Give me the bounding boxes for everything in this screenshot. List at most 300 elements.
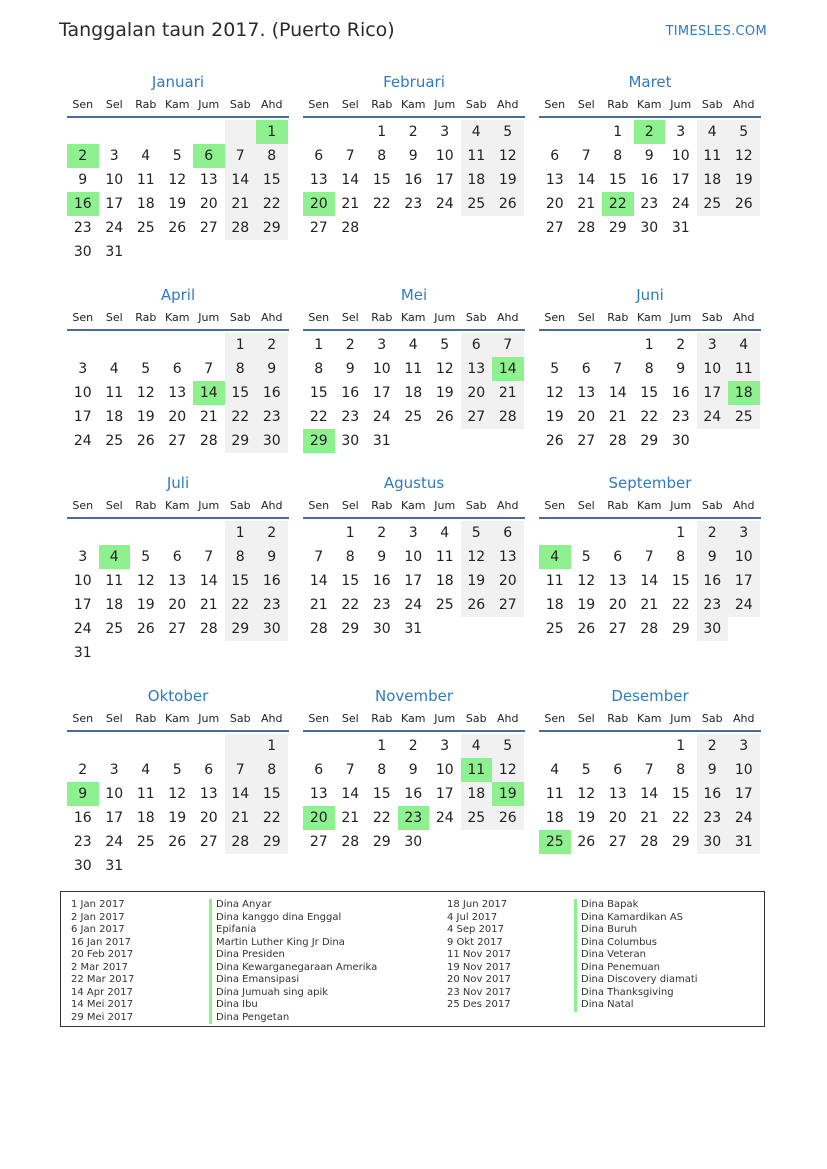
weekday-label: Jum — [670, 98, 692, 111]
day-cell: 7 — [644, 762, 654, 778]
day-cell: 20 — [199, 196, 218, 212]
weekday-label: Ahd — [733, 499, 755, 512]
weekday-label: Sen — [308, 712, 330, 725]
day-cell-holiday: 4 — [99, 545, 131, 569]
day-cell: 12 — [492, 144, 524, 168]
day-cell: 10 — [435, 148, 454, 164]
day-cell: 10 — [728, 758, 760, 782]
day-cell: 18 — [545, 597, 564, 613]
day-empty — [602, 521, 634, 545]
day-cell: 17 — [73, 409, 92, 425]
day-cell: 25 — [105, 621, 124, 637]
day-cell: 21 — [309, 597, 328, 613]
day-empty — [492, 429, 524, 453]
day-cell-holiday: 22 — [602, 192, 634, 216]
weekday-header — [67, 307, 289, 331]
month-desember — [539, 684, 761, 854]
day-cell: 22 — [309, 409, 328, 425]
week-row — [303, 216, 525, 240]
day-cell: 15 — [671, 786, 690, 802]
day-cell: 25 — [435, 597, 454, 613]
holiday-name: Dina Jumuah sing apik — [209, 987, 377, 1000]
day-cell-holiday: 2 — [67, 144, 99, 168]
day-empty — [303, 521, 335, 545]
month-name: Januari — [151, 73, 205, 91]
day-empty — [162, 120, 194, 144]
day-cell: 28 — [577, 220, 596, 236]
weekday-header — [539, 495, 761, 519]
day-cell: 9 — [697, 758, 729, 782]
day-cell: 27 — [168, 433, 187, 449]
day-empty — [461, 617, 493, 641]
day-empty — [728, 216, 760, 240]
weekday-label: Jum — [670, 499, 692, 512]
day-cell: 13 — [545, 172, 564, 188]
day-cell: 29 — [225, 429, 257, 453]
day-cell: 22 — [256, 192, 288, 216]
day-cell: 28 — [225, 830, 257, 854]
weekday-label: Jum — [434, 311, 456, 324]
day-cell: 16 — [671, 385, 690, 401]
month-name: September — [608, 474, 692, 492]
day-cell: 7 — [204, 549, 214, 565]
weekday-label: Sen — [544, 311, 566, 324]
day-cell: 12 — [545, 385, 564, 401]
day-cell: 14 — [640, 786, 659, 802]
day-cell: 23 — [341, 409, 360, 425]
weekday-label: Ahd — [497, 499, 519, 512]
week-row — [539, 216, 761, 240]
weekday-label: Sen — [308, 499, 330, 512]
day-cell: 19 — [168, 810, 187, 826]
week-row — [303, 357, 525, 381]
day-cell: 18 — [136, 196, 155, 212]
day-cell: 18 — [105, 597, 124, 613]
day-cell: 6 — [613, 762, 623, 778]
weekday-label: Ahd — [497, 712, 519, 725]
day-empty — [539, 333, 571, 357]
day-cell: 28 — [199, 621, 218, 637]
day-cell: 4 — [461, 734, 493, 758]
month-name: April — [160, 286, 196, 304]
day-cell: 29 — [608, 220, 627, 236]
week-row — [303, 758, 525, 782]
week-row — [67, 806, 289, 830]
weekday-label: Sab — [465, 712, 487, 725]
day-cell: 29 — [671, 834, 690, 850]
weekday-label: Ahd — [497, 98, 519, 111]
holiday-dates-right — [447, 899, 511, 1012]
day-cell: 6 — [204, 762, 214, 778]
day-cell: 9 — [345, 361, 355, 377]
weekday-label: Ahd — [733, 712, 755, 725]
day-cell: 1 — [377, 738, 387, 754]
week-row — [67, 192, 289, 216]
day-cell: 24 — [73, 621, 92, 637]
day-cell: 31 — [372, 433, 391, 449]
day-cell-holiday: 11 — [461, 758, 493, 782]
day-empty — [571, 333, 603, 357]
week-row — [67, 429, 289, 453]
day-cell: 6 — [314, 762, 324, 778]
day-empty — [492, 617, 524, 641]
holiday-names-right — [574, 899, 698, 1012]
day-empty — [256, 854, 288, 878]
holiday-name: Dina Presiden — [209, 949, 377, 962]
day-cell: 8 — [314, 361, 324, 377]
day-cell: 12 — [136, 573, 155, 589]
day-empty — [99, 641, 131, 665]
day-cell: 1 — [225, 333, 257, 357]
day-empty — [162, 854, 194, 878]
day-cell: 11 — [435, 549, 454, 565]
day-cell: 25 — [461, 806, 493, 830]
weekday-header — [303, 708, 525, 732]
day-cell: 18 — [435, 573, 454, 589]
day-cell: 22 — [671, 597, 690, 613]
day-cell: 30 — [372, 621, 391, 637]
day-cell: 11 — [461, 144, 493, 168]
week-row — [67, 758, 289, 782]
day-empty — [162, 521, 194, 545]
day-cell: 15 — [372, 786, 391, 802]
week-row — [303, 120, 525, 144]
day-empty — [193, 240, 225, 264]
page-title: Tanggalan taun 2017. (Puerto Rico) — [59, 19, 395, 41]
week-row — [67, 216, 289, 240]
weekday-label: Sen — [544, 712, 566, 725]
day-cell: 14 — [341, 172, 360, 188]
day-cell: 17 — [105, 810, 124, 826]
day-cell: 9 — [676, 361, 686, 377]
weekday-header — [303, 307, 525, 331]
weekday-label: Kam — [165, 98, 190, 111]
day-empty — [303, 120, 335, 144]
weekday-label: Sen — [544, 98, 566, 111]
holiday-date: 29 Mei 2017 — [71, 1011, 134, 1023]
weekday-label: Kam — [637, 311, 662, 324]
week-row — [67, 854, 289, 878]
day-cell: 27 — [577, 433, 596, 449]
day-cell: 26 — [435, 409, 454, 425]
day-cell: 20 — [492, 569, 524, 593]
weekday-label: Rab — [371, 311, 393, 324]
day-cell: 4 — [141, 762, 151, 778]
day-cell: 27 — [199, 220, 218, 236]
day-empty — [225, 240, 257, 264]
day-cell: 28 — [640, 621, 659, 637]
day-cell: 5 — [550, 361, 560, 377]
day-cell: 5 — [172, 762, 182, 778]
day-cell: 13 — [168, 385, 187, 401]
day-cell: 14 — [608, 385, 627, 401]
week-row — [67, 617, 289, 641]
day-cell: 2 — [377, 525, 387, 541]
day-cell: 17 — [697, 381, 729, 405]
day-cell: 12 — [435, 361, 454, 377]
weekday-label: Kam — [401, 98, 426, 111]
day-cell: 1 — [314, 337, 324, 353]
holiday-name: Dina kanggo dina Enggal — [209, 912, 377, 925]
weekday-label: Kam — [637, 712, 662, 725]
day-cell: 5 — [581, 762, 591, 778]
day-cell: 24 — [697, 405, 729, 429]
day-cell: 24 — [372, 409, 391, 425]
day-cell: 31 — [404, 621, 423, 637]
day-cell: 22 — [372, 196, 391, 212]
day-cell: 29 — [341, 621, 360, 637]
weekday-label: Jum — [434, 499, 456, 512]
day-empty — [193, 734, 225, 758]
day-empty — [728, 429, 760, 453]
weekday-header — [67, 495, 289, 519]
weekday-label: Kam — [165, 712, 190, 725]
week-row — [67, 734, 289, 758]
day-cell: 12 — [168, 786, 187, 802]
day-cell: 7 — [345, 148, 355, 164]
day-cell: 15 — [309, 385, 328, 401]
day-empty — [335, 734, 367, 758]
day-empty — [130, 854, 162, 878]
day-cell: 20 — [461, 381, 493, 405]
week-row — [67, 521, 289, 545]
day-cell: 16 — [256, 381, 288, 405]
day-cell: 26 — [461, 593, 493, 617]
day-cell: 5 — [141, 361, 151, 377]
weekday-label: Sel — [577, 311, 595, 324]
day-cell: 6 — [492, 521, 524, 545]
day-empty — [602, 333, 634, 357]
week-row — [539, 782, 761, 806]
day-cell: 8 — [377, 762, 387, 778]
day-cell: 19 — [168, 196, 187, 212]
day-empty — [571, 521, 603, 545]
day-cell: 21 — [225, 192, 257, 216]
day-empty — [429, 617, 461, 641]
day-empty — [225, 734, 257, 758]
day-cell: 30 — [341, 433, 360, 449]
day-cell: 27 — [199, 834, 218, 850]
day-cell: 14 — [577, 172, 596, 188]
holiday-date: 4 Sep 2017 — [447, 924, 505, 935]
day-cell: 21 — [492, 381, 524, 405]
day-cell: 19 — [461, 569, 493, 593]
day-cell: 30 — [640, 220, 659, 236]
weekday-label: Sab — [229, 98, 251, 111]
day-empty — [162, 734, 194, 758]
holiday-date: 9 Okt 2017 — [447, 936, 503, 948]
weekday-label: Ahd — [733, 98, 755, 111]
week-row — [303, 192, 525, 216]
day-cell: 26 — [545, 433, 564, 449]
brand-link[interactable]: TIMESLES.COM — [665, 24, 767, 39]
day-cell: 10 — [671, 148, 690, 164]
day-cell: 10 — [73, 573, 92, 589]
day-cell: 27 — [309, 834, 328, 850]
day-cell: 15 — [608, 172, 627, 188]
day-cell: 16 — [640, 172, 659, 188]
day-cell: 12 — [168, 172, 187, 188]
month-name: Agustus — [383, 474, 445, 492]
weekday-label: Ahd — [261, 499, 283, 512]
day-empty — [398, 429, 430, 453]
day-cell: 8 — [644, 361, 654, 377]
day-cell: 16 — [73, 810, 92, 826]
day-cell: 14 — [309, 573, 328, 589]
day-cell: 17 — [728, 569, 760, 593]
day-cell: 4 — [550, 762, 560, 778]
holiday-date: 2 Mar 2017 — [71, 961, 129, 973]
weekday-label: Jum — [198, 98, 220, 111]
holiday-date: 4 Jul 2017 — [447, 911, 498, 923]
day-empty — [335, 120, 367, 144]
day-cell: 16 — [697, 782, 729, 806]
day-cell: 7 — [492, 333, 524, 357]
day-cell: 9 — [78, 172, 88, 188]
weekday-label: Sen — [544, 499, 566, 512]
day-cell: 12 — [728, 144, 760, 168]
day-cell: 5 — [492, 734, 524, 758]
day-cell: 30 — [73, 858, 92, 874]
week-row — [539, 545, 761, 569]
day-cell: 24 — [728, 593, 760, 617]
day-cell: 7 — [644, 549, 654, 565]
day-cell: 3 — [440, 124, 450, 140]
day-cell-holiday: 6 — [193, 144, 225, 168]
week-row — [539, 593, 761, 617]
day-empty — [67, 120, 99, 144]
week-row — [303, 617, 525, 641]
day-cell: 10 — [435, 762, 454, 778]
day-cell: 31 — [105, 858, 124, 874]
week-row — [303, 593, 525, 617]
day-cell: 17 — [404, 573, 423, 589]
day-cell: 20 — [168, 409, 187, 425]
day-empty — [602, 734, 634, 758]
week-row — [67, 357, 289, 381]
day-cell: 27 — [545, 220, 564, 236]
holiday-names-left — [209, 899, 377, 1024]
day-cell: 11 — [697, 144, 729, 168]
week-row — [67, 120, 289, 144]
day-cell: 2 — [408, 124, 418, 140]
day-cell: 26 — [136, 621, 155, 637]
weekday-label: Sab — [701, 98, 723, 111]
day-cell: 3 — [109, 762, 119, 778]
day-cell: 20 — [608, 597, 627, 613]
day-cell: 19 — [728, 168, 760, 192]
day-cell: 1 — [256, 734, 288, 758]
weekday-label: Sel — [577, 712, 595, 725]
day-cell: 7 — [314, 549, 324, 565]
week-row — [67, 381, 289, 405]
day-cell: 23 — [256, 405, 288, 429]
week-row — [303, 168, 525, 192]
weekday-label: Jum — [434, 98, 456, 111]
holiday-name: Dina Natal — [574, 999, 698, 1012]
day-cell-holiday: 9 — [67, 782, 99, 806]
day-cell-holiday: 19 — [492, 782, 524, 806]
day-cell: 3 — [440, 738, 450, 754]
day-cell: 28 — [640, 834, 659, 850]
day-cell: 20 — [199, 810, 218, 826]
weekday-label: Sab — [465, 98, 487, 111]
weekday-header — [539, 708, 761, 732]
day-cell: 9 — [644, 148, 654, 164]
day-cell: 19 — [577, 810, 596, 826]
day-cell: 7 — [204, 361, 214, 377]
day-cell: 3 — [78, 549, 88, 565]
weekday-label: Jum — [434, 712, 456, 725]
week-row — [303, 429, 525, 453]
weekday-label: Jum — [198, 311, 220, 324]
day-cell: 6 — [314, 148, 324, 164]
day-cell: 4 — [109, 361, 119, 377]
day-empty — [539, 734, 571, 758]
holiday-name: Dina Discovery diamati — [574, 974, 698, 987]
week-row — [67, 545, 289, 569]
weekday-label: Rab — [135, 311, 157, 324]
day-cell: 17 — [435, 786, 454, 802]
day-cell: 22 — [671, 810, 690, 826]
weekday-label: Rab — [607, 499, 629, 512]
month-juni — [539, 283, 761, 453]
week-row — [539, 357, 761, 381]
month-name: Maret — [628, 73, 672, 91]
day-cell: 10 — [105, 172, 124, 188]
weekday-header — [539, 94, 761, 118]
weekday-label: Sab — [701, 712, 723, 725]
day-cell: 9 — [697, 545, 729, 569]
day-empty — [492, 830, 524, 854]
month-april — [67, 283, 289, 453]
day-cell: 15 — [256, 782, 288, 806]
week-row — [539, 192, 761, 216]
day-empty — [193, 120, 225, 144]
day-cell: 14 — [225, 168, 257, 192]
day-cell: 11 — [728, 357, 760, 381]
weekday-label: Rab — [135, 499, 157, 512]
day-cell: 3 — [697, 333, 729, 357]
day-cell: 16 — [341, 385, 360, 401]
day-cell: 25 — [545, 621, 564, 637]
weekday-label: Sel — [105, 98, 123, 111]
day-cell: 1 — [644, 337, 654, 353]
holiday-date: 6 Jan 2017 — [71, 924, 125, 935]
day-cell: 12 — [136, 385, 155, 401]
day-cell-holiday: 25 — [539, 830, 571, 854]
day-empty — [539, 120, 571, 144]
day-cell: 9 — [256, 357, 288, 381]
day-cell: 30 — [404, 834, 423, 850]
day-cell: 19 — [545, 409, 564, 425]
week-row — [67, 144, 289, 168]
day-cell: 5 — [492, 120, 524, 144]
holiday-name: Epifania — [209, 924, 377, 937]
month-oktober — [67, 684, 289, 878]
day-cell: 29 — [225, 617, 257, 641]
month-juli — [67, 471, 289, 665]
day-cell: 13 — [608, 573, 627, 589]
day-cell: 12 — [492, 758, 524, 782]
day-cell: 25 — [461, 192, 493, 216]
weekday-label: Rab — [371, 499, 393, 512]
weekday-header — [67, 708, 289, 732]
day-cell: 9 — [408, 762, 418, 778]
holiday-name: Dina Kamardikan AS — [574, 912, 698, 925]
weekday-label: Ahd — [261, 712, 283, 725]
day-cell: 15 — [372, 172, 391, 188]
